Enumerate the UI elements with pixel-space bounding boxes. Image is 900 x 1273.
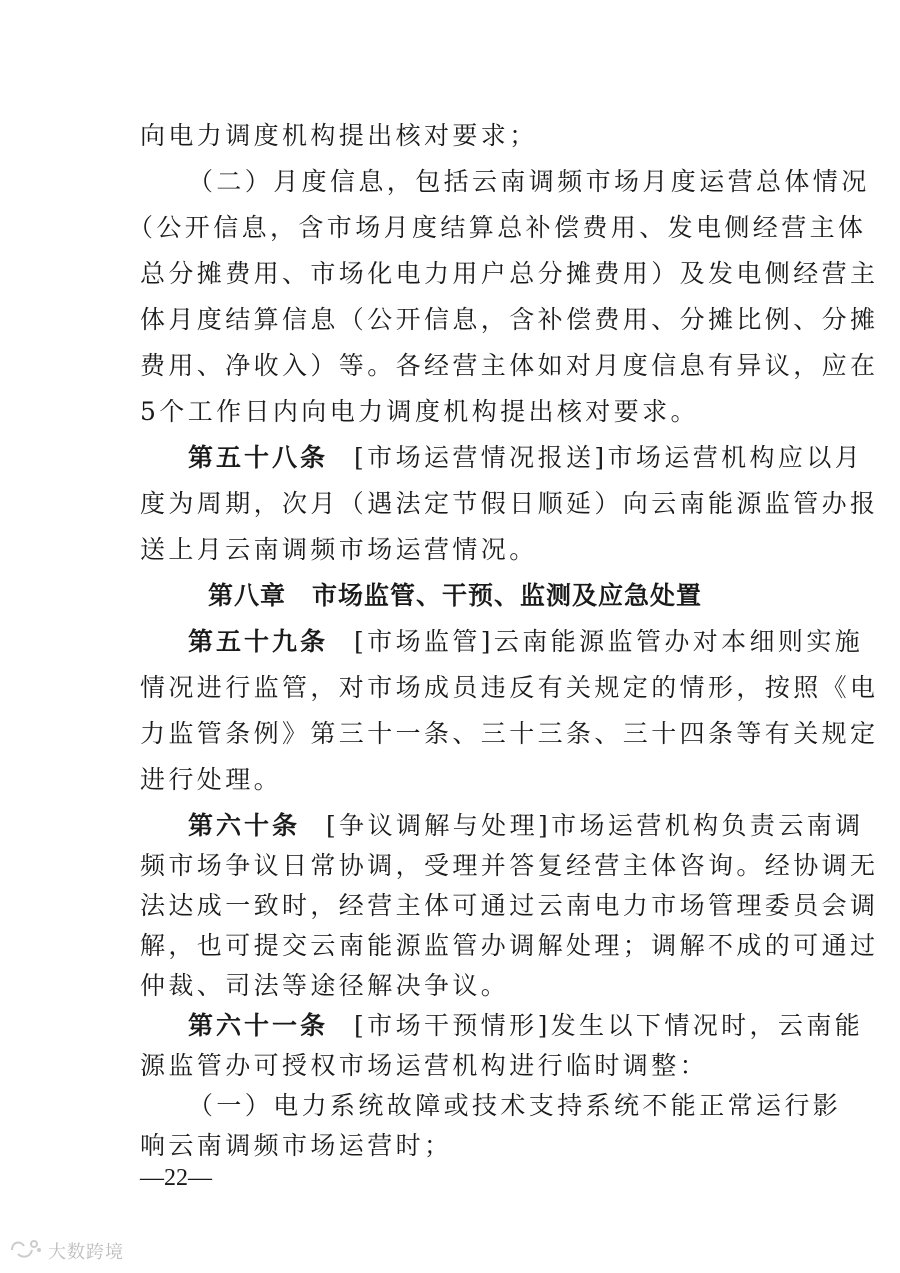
text-line: 解，也可提交云南能源监管办调解处理；调解不成的可通过 bbox=[140, 931, 879, 960]
text-line: 费用、净收入）等。各经营主体如对月度信息有异议，应在 bbox=[140, 351, 879, 380]
article-59-title: 第五十九条 bbox=[188, 627, 329, 656]
article-61-line bbox=[188, 1011, 864, 1041]
watermark bbox=[8, 1236, 124, 1266]
article-58-line bbox=[188, 443, 864, 473]
text-line: （一）电力系统故障或技术支持系统不能正常运行影 bbox=[188, 1091, 842, 1120]
brand-logo-icon bbox=[8, 1236, 44, 1266]
page-number: —22— bbox=[140, 1165, 212, 1191]
article-59-line bbox=[188, 627, 864, 657]
text-line: 向电力调度机构提出核对要求； bbox=[140, 121, 538, 150]
text-line: 总分摊费用、市场化电力用户总分摊费用）及发电侧经营主 bbox=[140, 259, 879, 288]
text-line: 情况进行监管，对市场成员违反有关规定的情形，按照《电 bbox=[140, 673, 879, 702]
text-line: 送上月云南调频市场运营情况。 bbox=[140, 535, 538, 564]
text-line: 响云南调频市场运营时； bbox=[140, 1131, 453, 1160]
text-line: （二）月度信息，包括云南调频市场月度运营总体情况 bbox=[188, 167, 870, 196]
text-line: 度为周期，次月（遇法定节假日顺延）向云南能源监管办报 bbox=[140, 489, 879, 518]
text-line: 源监管办可授权市场运营机构进行临时调整： bbox=[140, 1051, 709, 1080]
text-line: 仲裁、司法等途径解决争议。 bbox=[140, 971, 510, 1000]
article-60-line bbox=[188, 811, 864, 841]
chapter-heading: 第八章 市场监管、干预、监测及应急处置 bbox=[207, 581, 702, 610]
article-61-text: [市场干预情形]发生以下情况时，云南能 bbox=[354, 1011, 864, 1040]
text-line: （公开信息，含市场月度结算总补偿费用、发电侧经营主体 bbox=[128, 213, 867, 242]
text-line: 法达成一致时，经营主体可通过云南电力市场管理委员会调 bbox=[140, 891, 879, 920]
text-line: 5个工作日内向电力调度机构提出核对要求。 bbox=[140, 397, 699, 426]
article-61-title: 第六十一条 bbox=[188, 1011, 329, 1040]
watermark-text: 大数跨境 bbox=[48, 1242, 124, 1263]
article-60-title: 第六十条 bbox=[188, 811, 301, 840]
article-59-text: [市场监管]云南能源监管办对本细则实施 bbox=[354, 627, 864, 656]
text-line: 进行处理。 bbox=[140, 765, 283, 794]
text-line: 力监管条例》第三十一条、三十三条、三十四条等有关规定 bbox=[140, 719, 879, 748]
article-58-title: 第五十八条 bbox=[188, 443, 329, 472]
article-58-text: [市场运营情况报送]市场运营机构应以月 bbox=[354, 443, 864, 472]
text-line: 体月度结算信息（公开信息，含补偿费用、分摊比例、分摊 bbox=[140, 305, 879, 334]
article-60-text: [争议调解与处理]市场运营机构负责云南调 bbox=[326, 811, 864, 840]
text-line: 频市场争议日常协调，受理并答复经营主体咨询。经协调无 bbox=[140, 851, 879, 880]
